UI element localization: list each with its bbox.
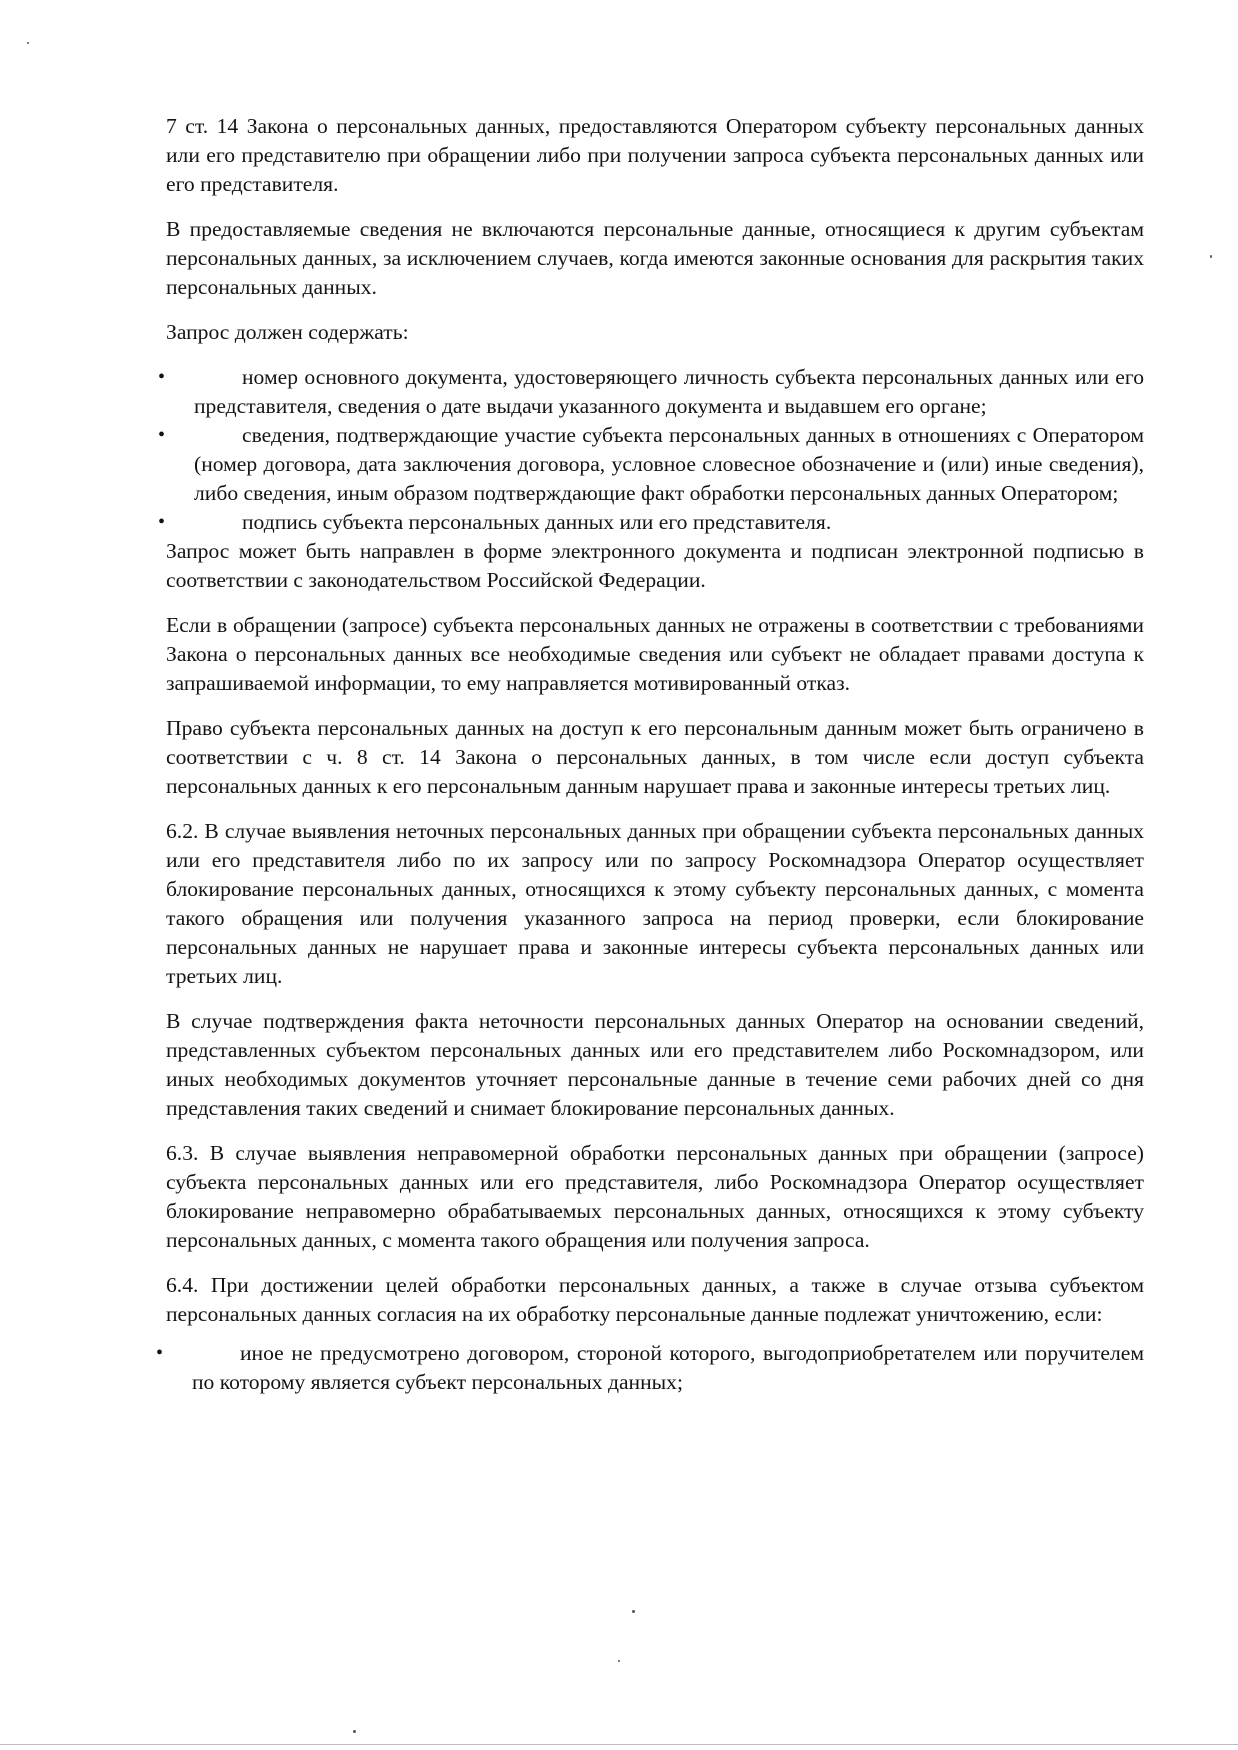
destruction-conditions-list <box>156 1339 1144 1397</box>
list-item-text: подпись субъекта персональных данных или его представителя. <box>242 510 832 534</box>
list-item-text: сведения, подтверждающие участие субъекта персональных данных в отношениях с Оператором (номер договора, дата заключения договора, условное словесное обозначение и (или) иные сведения), либо сведения, иным образом подтверждающие факт обработки персональных данных Оператором; <box>194 423 1144 505</box>
paragraph-electronic-request: Запрос может быть направлен в форме электронного документа и подписан электронной подписью в соответствии с законодательством Российской Федерации. <box>166 539 1144 592</box>
bullet-icon: • <box>156 1342 164 1364</box>
list-item <box>158 508 1144 537</box>
scan-speck <box>27 42 29 44</box>
paragraph-inaccuracy-confirmed: В случае подтверждения факта неточности персональных данных Оператор на основании сведений, представленных субъектом персональных данных или его представителем либо Роскомнадзором, или иных необходимых документов уточняет персональные данные в течение семи рабочих дней со дня представления таких сведений и снимает блокирование персональных данных. <box>166 1009 1144 1120</box>
scan-speck <box>1210 255 1212 258</box>
scan-speck <box>632 1610 635 1613</box>
list-item <box>156 1339 1144 1397</box>
paragraph-excluded-data: В предоставляемые сведения не включаются персональные данные, относящиеся к другим субъектам персональных данных, за исключением случаев, когда имеются законные основания для раскрытия таких персональных данных. <box>166 217 1144 299</box>
paragraph-section-6-4: 6.4. При достижении целей обработки персональных данных, а также в случае отзыва субъектом персональных данных согласия на их обработку персональные данные подлежат уничтожению, если: <box>166 1273 1144 1326</box>
paragraph-continuation: 7 ст. 14 Закона о персональных данных, предоставляются Оператором субъекту персональных данных или его представителю при обращении либо при получении запроса субъекта персональных данных или его представителя. <box>166 114 1144 196</box>
paragraph-request-contents-heading: Запрос должен содержать: <box>166 320 409 344</box>
paragraph-section-6-3: 6.3. В случае выявления неправомерной обработки персональных данных при обращении (запросе) субъекта персональных данных или его представителя, либо Роскомнадзора Оператор осуществляет блокирование неправомерно обрабатываемых персональных данных, относящихся к этому субъекту персональных данных, с момента такого обращения или получения запроса. <box>166 1141 1144 1252</box>
list-item-text: номер основного документа, удостоверяющего личность субъекта персональных данных или его представителя, сведения о дате выдачи указанного документа и выдавшем его органе; <box>194 365 1144 418</box>
paragraph-access-restriction: Право субъекта персональных данных на доступ к его персональным данным может быть ограничено в соответствии с ч. 8 ст. 14 Закона о персональных данных, в том числе если доступ субъекта персональных данных к его персональным данным нарушает права и законные интересы третьих лиц. <box>166 716 1144 798</box>
request-contents-list <box>158 363 1144 537</box>
list-item <box>158 421 1144 508</box>
list-item <box>158 363 1144 421</box>
scan-speck <box>618 1660 620 1662</box>
bullet-icon: • <box>158 424 166 446</box>
bullet-icon: • <box>158 511 166 533</box>
list-item-text: иное не предусмотрено договором, стороной которого, выгодоприобретателем или поручителем по которому является субъект персональных данных; <box>192 1341 1144 1394</box>
scan-edge-line <box>0 1744 1238 1745</box>
document-page <box>156 112 1144 1397</box>
paragraph-refusal: Если в обращении (запросе) субъекта персональных данных не отражены в соответствии с требованиями Закона о персональных данных все необходимые сведения или субъект не обладает правами доступа к запрашиваемой информации, то ему направляется мотивированный отказ. <box>166 613 1144 695</box>
scan-speck <box>353 1730 356 1733</box>
paragraph-section-6-2: 6.2. В случае выявления неточных персональных данных при обращении субъекта персональных данных или его представителя либо по их запросу или по запросу Роскомнадзора Оператор осуществляет блокирование персональных данных, относящихся к этому субъекту персональных данных, с момента такого обращения или получения указанного запроса на период проверки, если блокирование персональных данных не нарушает права и законные интересы субъекта персональных данных или третьих лиц. <box>166 819 1144 988</box>
bullet-icon: • <box>158 366 166 388</box>
